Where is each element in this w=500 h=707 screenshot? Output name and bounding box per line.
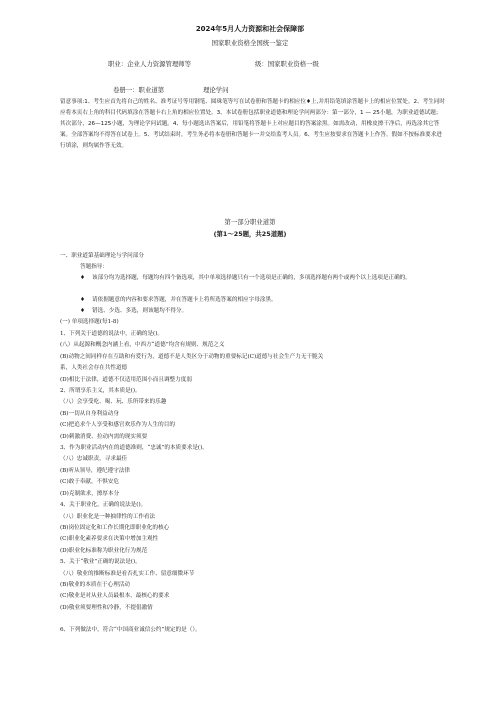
- exam-notice: 留意事项:1、考生应首先将自己的姓名、准考证号等用钢笔、圆珠笔等写在试卷册和答题卡的相应位♦上,并用铅笔填涂答题卡上的相应位置处。2、考生同时应将本页右上角的科目代码填涂在答题卡右上角的相应位置处。3、本试卷册包括职业道德和理论学问两部分：第一部分，1 — 25小题，为职业道德试题；其次部分，26—125小题，为理论学问试题。4、每小题选出答案后，用铅笔将答题卡上对应题目的答案涂黑。如需改动，用橡皮擦干净后，再选涂其它答案。全部答案均不得答在试卷上。5、考试结束时，考生务必将本卷册和答题卡一并交给监考人员。6、考生应按要求在答题卡上作答。假如不按标准要求进行填涂，则均属作答无效。: [60, 99, 445, 149]
- guide-bullet-2: ♦ 请依据题意的内容和要求答题，并在答题卡上将所选答案的相应字母涂黑。: [80, 295, 277, 306]
- guide-label: 答题指导：: [80, 264, 108, 270]
- volume-label: 卷册一：职业道第: [113, 86, 165, 94]
- option-line: (B)动物之间同样存在互助和有爱行为，道德不是人类区分于动物的重要标记(C)道德与社会生产力无干脆关: [60, 353, 324, 360]
- option-line: (C)敢于奉献，不惧安危: [60, 479, 119, 486]
- part-title: 第一部分职业道第: [224, 218, 276, 226]
- option-line: (D)敬业须要理性和冷静，不提倡激情: [60, 604, 153, 611]
- option-line: 系，人类社会存在共性道德: [60, 365, 128, 372]
- volume-type-label: 理论学问: [203, 86, 229, 94]
- spacer-line: [60, 614, 460, 625]
- option-line: （八）会享受吃、喝、玩、乐所带来的乐趣: [60, 399, 167, 406]
- question-line: 4、关于职业化，正确的说法是()。: [60, 502, 147, 509]
- question-line: 6、下列做法中，符合“中国商业诚信公约”规定的是（）。: [60, 627, 201, 634]
- option-line: (D)刺激消费、拉动内需的现实须要: [60, 433, 148, 440]
- diamond-bullet-icon: ♦: [80, 308, 86, 314]
- question-line: 1、下列关于道德的说法中，正确的是()。: [60, 331, 164, 337]
- option-line: (C)职业化素养要求在决策中增加主观性: [60, 536, 159, 543]
- option-line: (B)一切从自身利益动身: [60, 410, 119, 417]
- option-line: (C)把追求个人享受和感官欢乐作为人生的目的: [60, 422, 175, 429]
- part-range: (第1〜25题，共25道题): [213, 230, 287, 238]
- question-line: 2、所谓享乐主义，其本质是()。: [60, 388, 141, 395]
- option-line: （八）忠诚职责，寻求最佳: [60, 456, 128, 463]
- guide-bullet-1: ♦ 该部分均为选择题，每题均有四个备选项，其中单项选择题只有一个选项是正确的，多项选择题有两个或两个以上选项是正确的。: [80, 273, 450, 284]
- exam-title: 2024年5月人力资源和社会保障部: [195, 25, 305, 33]
- level-label: 级：国家职业资格一级: [255, 60, 319, 68]
- question-list: [60, 329, 460, 637]
- option-line: (B)岗位固定化和工作长期化即职业化的核心: [60, 524, 170, 531]
- option-line: (D)职业化标准称为职业化行为规范: [60, 547, 148, 554]
- option-line: （八）职业化是一种抽律性的工作看法: [60, 513, 156, 520]
- option-line: (C)敬业是对从业人员最根本、最核心的要求: [60, 593, 170, 600]
- option-line: (B)听从领导，遵纪遵守法律: [60, 467, 131, 474]
- section-heading: 一、职业道第基础理论与学问部分: [60, 253, 144, 259]
- option-line: (八）从起源和概念内涵上看，中西方“道德”均含有规则、规范之义: [60, 342, 225, 349]
- option-line: (D)相比于法律，道德不仅适用范围小而且调整力度弱: [60, 376, 192, 383]
- option-line: （八）敬业的推断标准是看否扎实工作、留意细微环节: [60, 570, 195, 577]
- subsection-heading: (一) 单项选择题(每1-8): [60, 319, 119, 325]
- diamond-bullet-icon: ♦: [80, 297, 86, 303]
- question-line: 5、关于“敬业”正确的说法是()。: [60, 559, 141, 566]
- profession-label: 职业：企业人力资源管理师等: [108, 60, 192, 68]
- option-line: (B)敬业的本质在于心理活动: [60, 581, 131, 588]
- guide-bullet-3: ♦ 错选、少选、多选，则该题均不得分。: [80, 306, 187, 317]
- option-line: (D)克制欲求，擦厚本分: [60, 490, 120, 497]
- diamond-bullet-icon: ♦: [80, 275, 86, 281]
- exam-subtitle: 国家职业资格全国统一鉴定: [211, 39, 289, 47]
- question-line: 3、作为职业活动内在的道德准则，“忠诚”的本质要求是()。: [60, 445, 208, 452]
